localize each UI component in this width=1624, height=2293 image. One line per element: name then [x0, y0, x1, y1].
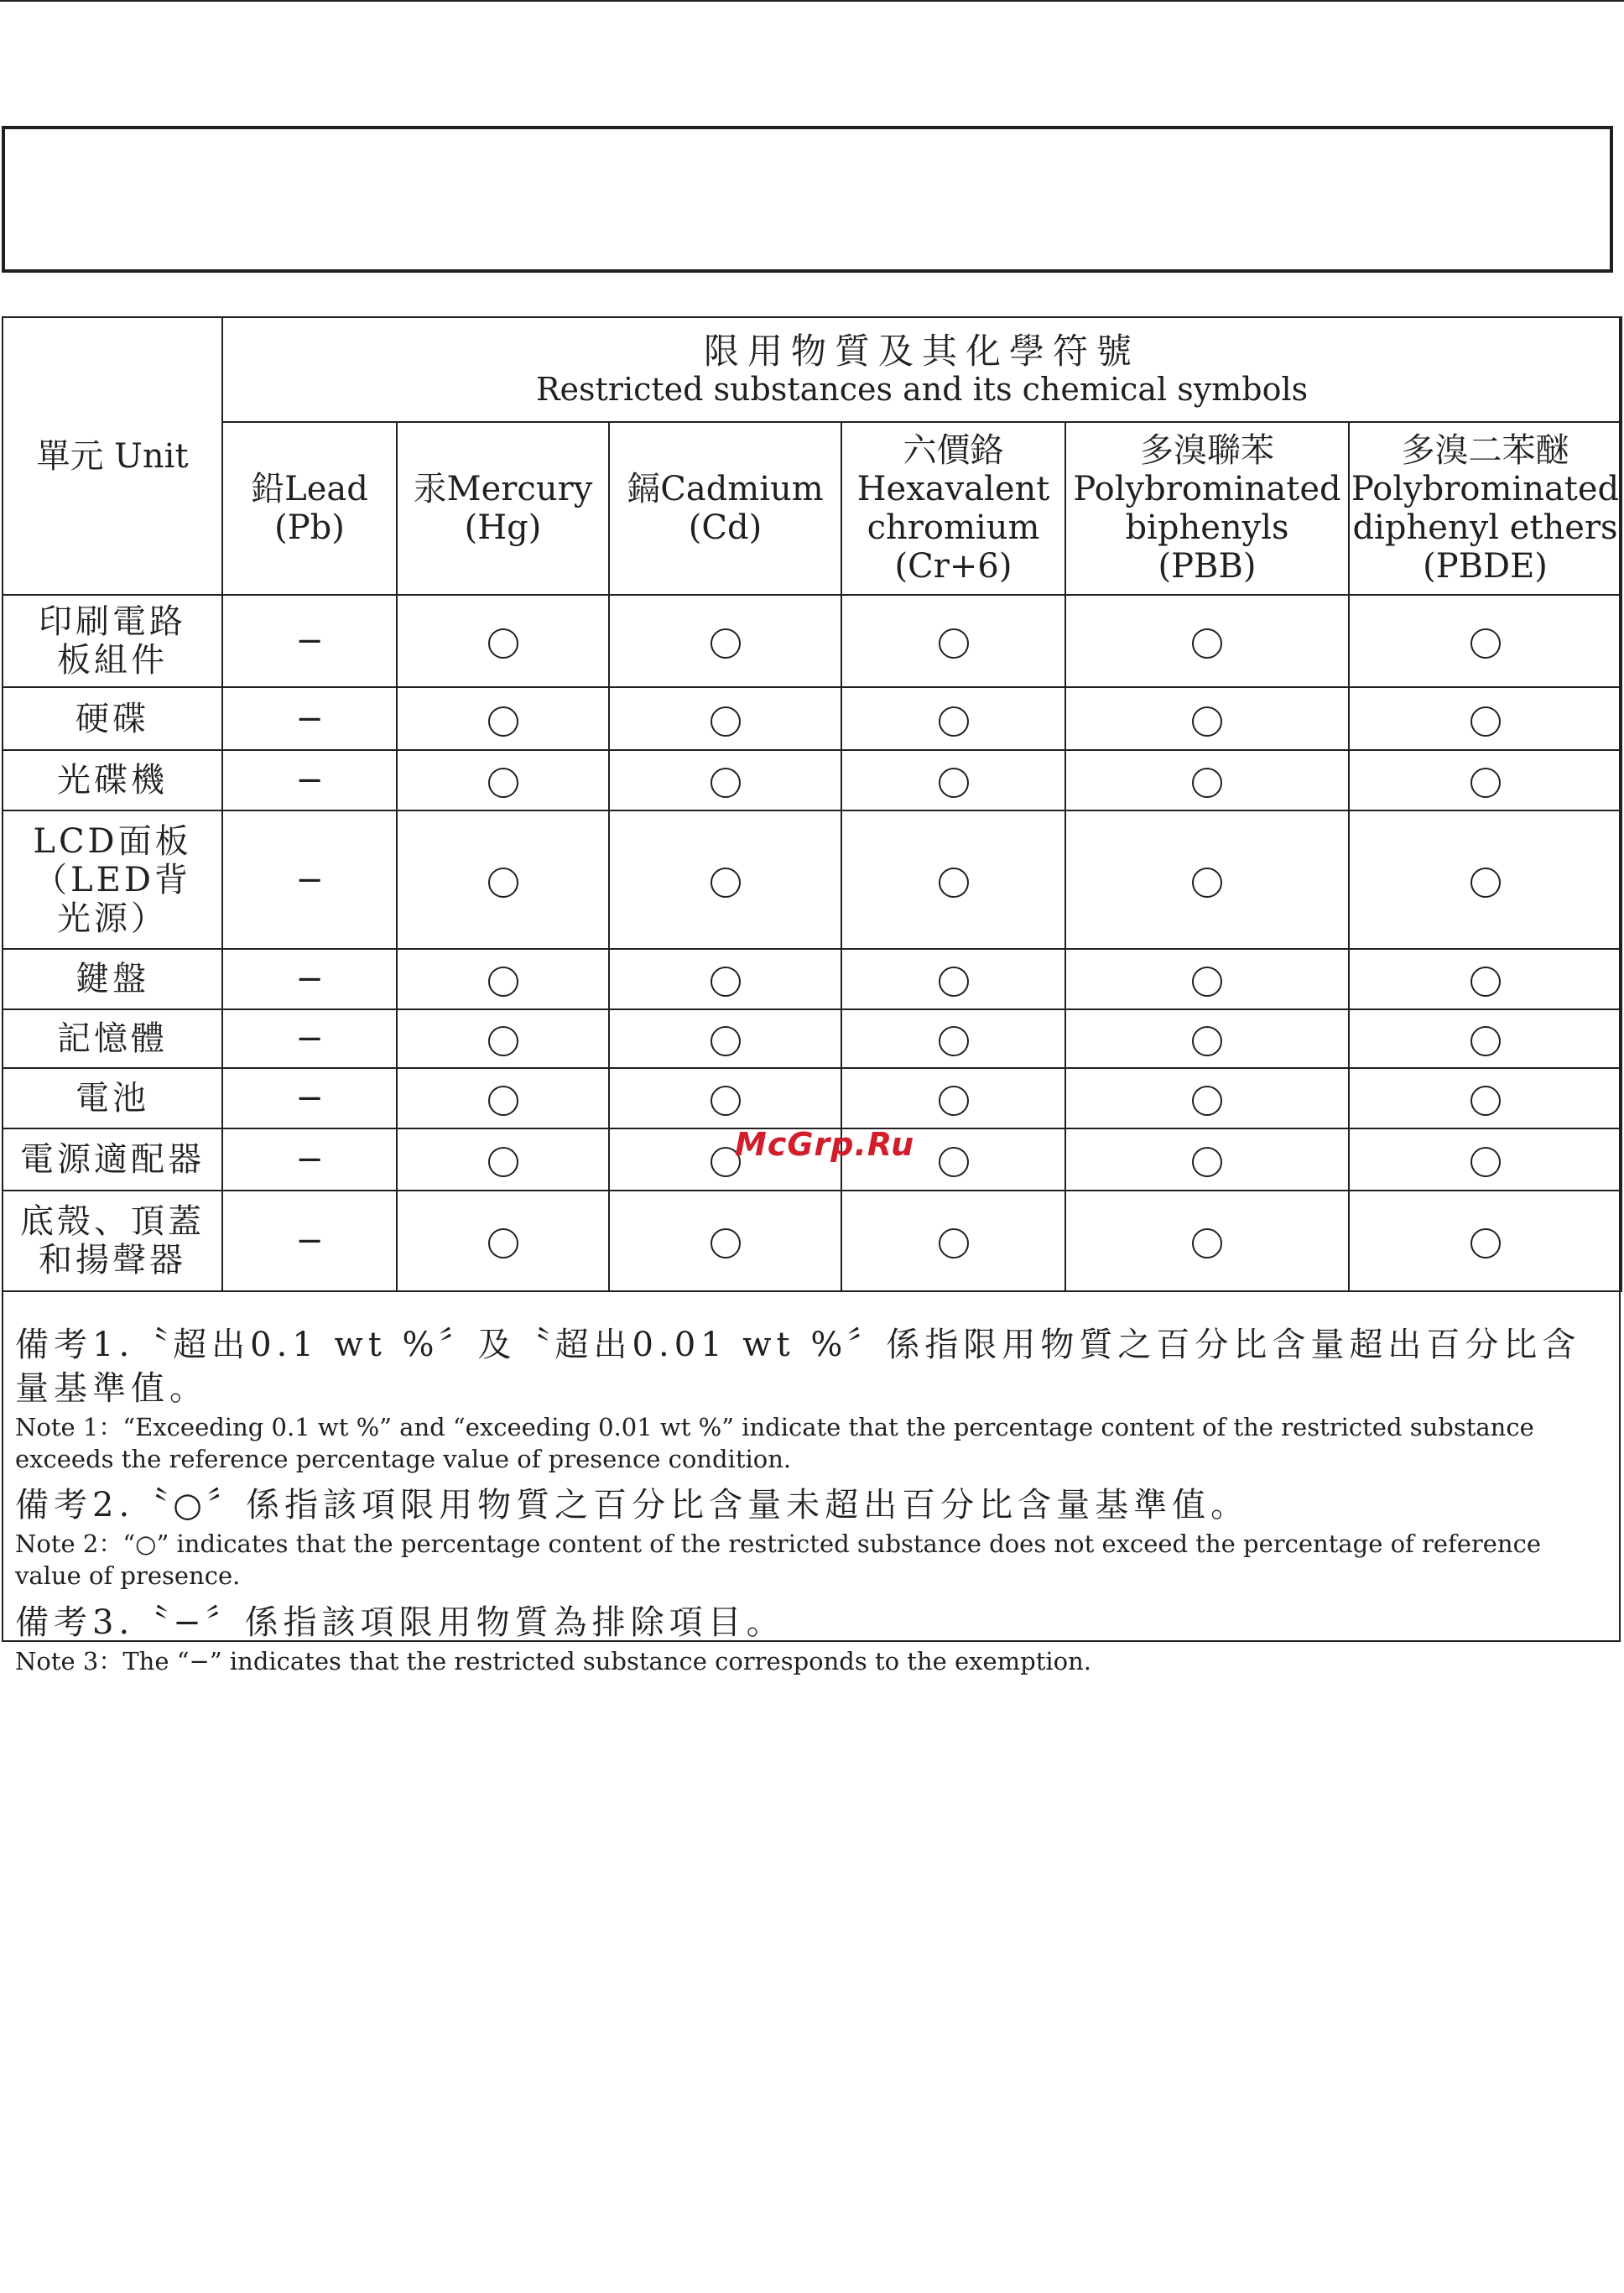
substance-cell: [1349, 1009, 1621, 1068]
substance-cell: [1065, 1191, 1349, 1291]
substance-cell: [841, 595, 1065, 687]
lead-cell: [222, 687, 397, 750]
table-row: [3, 1191, 1621, 1291]
substance-name: 鎘Cadmium: [627, 470, 824, 508]
substance-symbol: (Cd): [688, 508, 763, 547]
circle-icon: [710, 967, 741, 997]
circle-icon: [1192, 1086, 1222, 1116]
substance-header-cadmium: [609, 422, 841, 595]
watermark: McGrp.Ru: [735, 1126, 915, 1163]
substance-name-en: Polybrominated: [1073, 470, 1341, 508]
circle-icon: [1192, 1147, 1222, 1177]
component-label-line: 電池: [75, 1079, 149, 1118]
substance-cell: [841, 949, 1065, 1009]
table-row: [3, 595, 1621, 687]
component-label-line: 光源）: [57, 899, 168, 938]
circle-icon: [710, 1026, 741, 1056]
substance-cell: [841, 1191, 1065, 1291]
component-label-line: 電源適配器: [20, 1140, 205, 1179]
lead-cell: [222, 595, 397, 687]
circle-icon: [939, 967, 969, 997]
table-row: [3, 1068, 1621, 1128]
circle-icon: [1192, 868, 1222, 898]
substance-symbol: (Cr+6): [894, 547, 1012, 586]
substance-cell: [397, 595, 609, 687]
circle-icon: [488, 628, 518, 659]
substance-name-en: diphenyl ethers: [1352, 508, 1618, 547]
substance-cell: [1065, 687, 1349, 750]
substance-header-hexavalent-chromium: [841, 422, 1065, 595]
circle-icon: [1192, 967, 1222, 997]
circle-icon: [939, 706, 969, 737]
component-label-line: 印刷電路: [39, 602, 186, 641]
component-label-line: （LED背: [34, 860, 191, 899]
table-row: [3, 687, 1621, 750]
substance-cell: [1349, 750, 1621, 810]
table-row: [3, 750, 1621, 810]
circle-icon: [710, 1228, 741, 1259]
lead-cell: [222, 1191, 397, 1291]
component-label: [3, 1068, 222, 1128]
circle-icon: [488, 768, 518, 798]
circle-icon: [1470, 628, 1501, 659]
substance-cell: [609, 810, 841, 949]
substance-cell: [1065, 1009, 1349, 1068]
circle-icon: [488, 1228, 518, 1259]
component-label-line: 底殼、頂蓋: [20, 1202, 205, 1241]
lead-cell: [222, 1009, 397, 1068]
unit-header: 單元 Unit: [3, 317, 222, 595]
circle-icon: [488, 1086, 518, 1116]
substance-cell: [609, 750, 841, 810]
circle-icon: [939, 868, 969, 898]
substance-header-mercury: [397, 422, 609, 595]
lead-cell: [222, 810, 397, 949]
component-label-line: 記憶體: [57, 1019, 168, 1058]
component-label: [3, 810, 222, 949]
circle-icon: [488, 868, 518, 898]
note-3-en: Note 3：The “−” indicates that the restricted substance corresponds to the exemption.: [15, 1646, 1092, 1675]
circle-icon: [939, 1086, 969, 1116]
substance-cell: [1349, 1191, 1621, 1291]
circle-icon: [488, 706, 518, 737]
component-label-line: 板組件: [57, 641, 168, 680]
circle-icon: [710, 868, 741, 898]
substance-name: 汞Mercury: [413, 470, 593, 508]
circle-icon: [1470, 1228, 1501, 1259]
note-2-cjk: 備考2.〝○〞係指該項限用物質之百分比含量未超出百分比含量基準值。: [15, 1486, 1250, 1525]
lead-cell: [222, 1068, 397, 1128]
circle-icon: [488, 1147, 518, 1177]
substance-cell: [1065, 750, 1349, 810]
substance-cell: [1065, 949, 1349, 1009]
top-rule: [0, 0, 1624, 2]
note-2-en: Note 2：“○” indicates that the percentage content of the restricted substance does not exceed the percentage of reference value of presence.: [15, 1530, 1542, 1591]
exemption-dash: −: [295, 1222, 324, 1260]
substance-cell: [841, 1068, 1065, 1128]
substance-cell: [397, 1068, 609, 1128]
substance-symbol: (Pb): [274, 508, 345, 547]
substance-cell: [397, 1009, 609, 1068]
substance-cell: [841, 810, 1065, 949]
substance-cell: [609, 595, 841, 687]
substance-cell: [1349, 687, 1621, 750]
circle-icon: [1470, 1147, 1501, 1177]
substance-cell: [397, 810, 609, 949]
substance-symbol: (Hg): [464, 508, 542, 547]
circle-icon: [488, 1026, 518, 1056]
substance-cell: [841, 687, 1065, 750]
circle-icon: [1192, 628, 1222, 659]
substance-cell: [1349, 595, 1621, 687]
substance-cell: [397, 949, 609, 1009]
component-label-line: 和揚聲器: [39, 1241, 186, 1279]
substance-cell: [397, 1191, 609, 1291]
table-row: [3, 949, 1621, 1009]
substance-name-cjk: 多溴聯苯: [1140, 431, 1274, 470]
circle-icon: [1470, 868, 1501, 898]
exemption-dash: −: [295, 1140, 324, 1179]
substance-header-pbde: [1349, 422, 1621, 595]
exemption-dash: −: [295, 960, 324, 998]
table-row: [3, 810, 1621, 949]
group-header-en: Restricted substances and its chemical symbols: [535, 370, 1309, 408]
note-3-cjk: 備考3.〝−〞係指該項限用物質為排除項目。: [15, 1602, 785, 1642]
exemption-dash: −: [295, 1019, 324, 1058]
circle-icon: [1192, 1026, 1222, 1056]
substance-name-cjk: 六價鉻: [903, 431, 1004, 470]
substance-cell: [1065, 1128, 1349, 1191]
circle-icon: [1192, 706, 1222, 737]
exemption-dash: −: [295, 761, 324, 800]
component-label: [3, 1009, 222, 1068]
substance-header-pbb: [1065, 422, 1349, 595]
substance-cell: [841, 1009, 1065, 1068]
component-label: [3, 750, 222, 810]
table-body: [3, 595, 1621, 1291]
header-row-1: [3, 317, 1621, 422]
table-row: [3, 1009, 1621, 1068]
circle-icon: [1470, 768, 1501, 798]
substance-cell: [397, 687, 609, 750]
substance-name-en: chromium: [867, 508, 1040, 547]
substance-cell: [841, 750, 1065, 810]
circle-icon: [1470, 706, 1501, 737]
substance-symbol: (PBB): [1158, 547, 1257, 586]
substance-cell: [1349, 949, 1621, 1009]
substance-cell: [609, 1068, 841, 1128]
substance-cell: [397, 750, 609, 810]
substance-cell: [609, 1191, 841, 1291]
substance-name-en: Hexavalent: [856, 470, 1050, 508]
circle-icon: [939, 628, 969, 659]
header-row-2: [3, 422, 1621, 595]
exemption-dash: −: [295, 699, 324, 738]
component-label: [3, 595, 222, 687]
circle-icon: [939, 1026, 969, 1056]
circle-icon: [488, 967, 518, 997]
substance-name-en: biphenyls: [1125, 508, 1289, 547]
circle-icon: [1192, 1228, 1222, 1259]
substance-cell: [1349, 810, 1621, 949]
substances-group-header: [222, 317, 1621, 422]
component-label: [3, 949, 222, 1009]
substance-cell: [397, 1128, 609, 1191]
exemption-dash: −: [295, 1079, 324, 1118]
substance-name-en: Polybrominated: [1351, 470, 1620, 508]
notes: [15, 1315, 1601, 1677]
component-label-line: 鍵盤: [75, 960, 149, 998]
substance-cell: [1065, 1068, 1349, 1128]
circle-icon: [1192, 768, 1222, 798]
substance-cell: [1065, 595, 1349, 687]
component-label-line: 硬碟: [75, 699, 149, 738]
substance-name: 鉛Lead: [251, 470, 368, 508]
circle-icon: [710, 768, 741, 798]
circle-icon: [1470, 1086, 1501, 1116]
circle-icon: [939, 1228, 969, 1259]
substance-cell: [609, 1009, 841, 1068]
component-label-line: 光碟機: [57, 761, 168, 800]
substance-cell: [1349, 1068, 1621, 1128]
circle-icon: [710, 1086, 741, 1116]
substance-name-cjk: 多溴二苯醚: [1401, 431, 1569, 470]
header-box: [2, 126, 1613, 273]
substance-cell: [1065, 810, 1349, 949]
lead-cell: [222, 1128, 397, 1191]
substance-header-lead: [222, 422, 397, 595]
circle-icon: [1470, 1026, 1501, 1056]
component-label: [3, 1191, 222, 1291]
lead-cell: [222, 949, 397, 1009]
exemption-dash: −: [295, 860, 324, 899]
note-1-cjk: 備考1.〝超出0.1 wt %〞及〝超出0.01 wt %〞係指限用物質之百分比含量超出百分比含量基準值。: [15, 1326, 1581, 1408]
component-label-line: LCD面板: [33, 821, 192, 861]
substance-cell: [609, 687, 841, 750]
note-1-en: Note 1：“Exceeding 0.1 wt %” and “exceeding 0.01 wt %” indicate that the percentage content of the restricted substance exceeds the reference percentage value of presence condition.: [15, 1413, 1534, 1473]
circle-icon: [939, 1147, 969, 1177]
circle-icon: [710, 706, 741, 737]
circle-icon: [710, 628, 741, 659]
circle-icon: [1470, 967, 1501, 997]
component-label: [3, 1128, 222, 1191]
exemption-dash: −: [295, 622, 324, 660]
substance-symbol: (PBDE): [1423, 547, 1548, 586]
substance-cell: [609, 949, 841, 1009]
lead-cell: [222, 750, 397, 810]
component-label: [3, 687, 222, 750]
substance-cell: [1349, 1128, 1621, 1191]
group-header-cjk: 限用物質及其化學符號: [704, 330, 1141, 372]
circle-icon: [939, 768, 969, 798]
